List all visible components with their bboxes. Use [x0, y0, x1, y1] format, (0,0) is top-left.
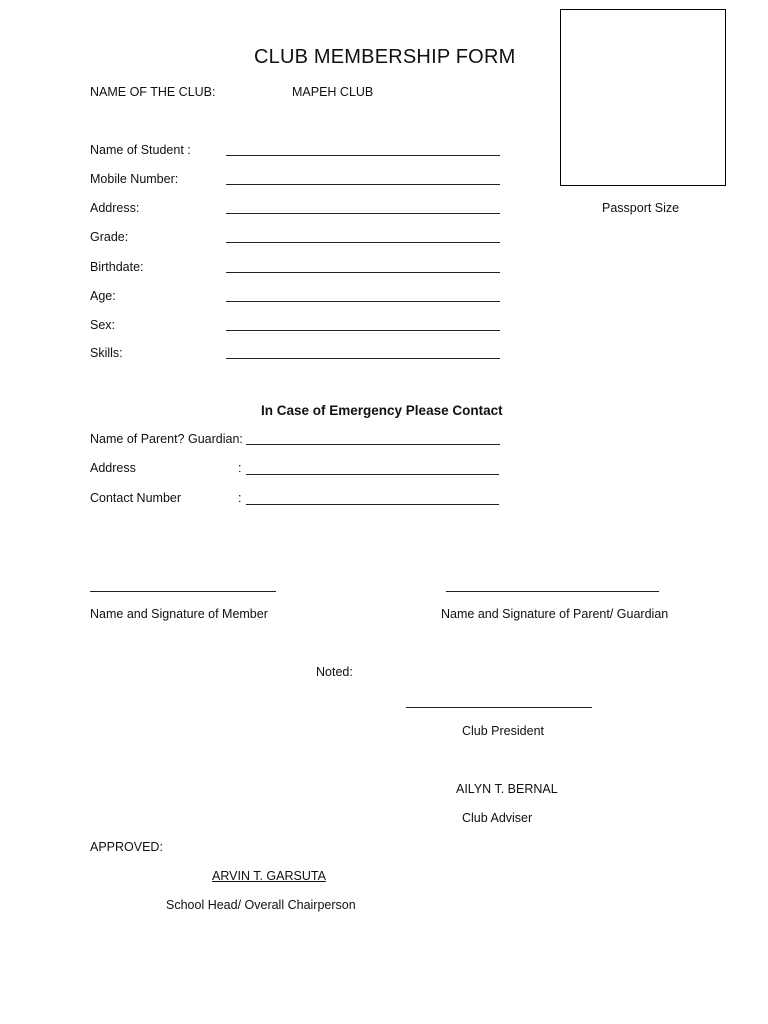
photo-caption: Passport Size [602, 201, 680, 215]
club-name-value: MAPEH CLUB [292, 85, 374, 99]
emergency-colon-address: : [238, 461, 242, 475]
emergency-heading: In Case of Emergency Please Contact [261, 403, 503, 418]
field-label-address: Address: [90, 201, 140, 215]
field-line-birthdate[interactable] [226, 272, 500, 273]
member-signature-line[interactable] [90, 591, 276, 592]
school-head-caption: School Head/ Overall Chairperson [166, 898, 356, 912]
president-signature-line[interactable] [406, 707, 592, 708]
field-label-grade: Grade: [90, 230, 129, 244]
field-label-birthdate: Birthdate: [90, 260, 144, 274]
emergency-line-contact[interactable] [246, 504, 499, 505]
field-line-sex[interactable] [226, 330, 500, 331]
president-caption: Club President [462, 724, 544, 738]
emergency-label-contact: Contact Number [90, 491, 182, 505]
emergency-line-address[interactable] [246, 474, 499, 475]
noted-label: Noted: [316, 665, 353, 679]
approved-label: APPROVED: [90, 840, 163, 854]
field-line-mobile[interactable] [226, 184, 500, 185]
club-name-label: NAME OF THE CLUB: [90, 85, 216, 99]
field-line-address[interactable] [226, 213, 500, 214]
field-label-skills: Skills: [90, 346, 123, 360]
parent-signature-line[interactable] [446, 591, 659, 592]
field-line-student-name[interactable] [226, 155, 500, 156]
emergency-line-parent[interactable] [246, 444, 500, 445]
field-line-skills[interactable] [226, 358, 500, 359]
form-title: CLUB MEMBERSHIP FORM [254, 46, 516, 68]
field-line-grade[interactable] [226, 242, 500, 243]
passport-photo-box [560, 9, 726, 186]
school-head-name: ARVIN T. GARSUTA [212, 869, 326, 883]
member-signature-caption: Name and Signature of Member [90, 607, 268, 621]
adviser-caption: Club Adviser [462, 811, 533, 825]
emergency-colon-contact: : [238, 491, 242, 505]
emergency-label-parent: Name of Parent? Guardian: [90, 432, 243, 446]
field-label-sex: Sex: [90, 318, 116, 332]
field-label-mobile: Mobile Number: [90, 172, 179, 186]
field-line-age[interactable] [226, 301, 500, 302]
emergency-label-address: Address [90, 461, 136, 475]
parent-signature-caption: Name and Signature of Parent/ Guardian [441, 607, 669, 621]
field-label-student-name: Name of Student : [90, 143, 191, 157]
adviser-name: AILYN T. BERNAL [456, 782, 558, 796]
field-label-age: Age: [90, 289, 116, 303]
